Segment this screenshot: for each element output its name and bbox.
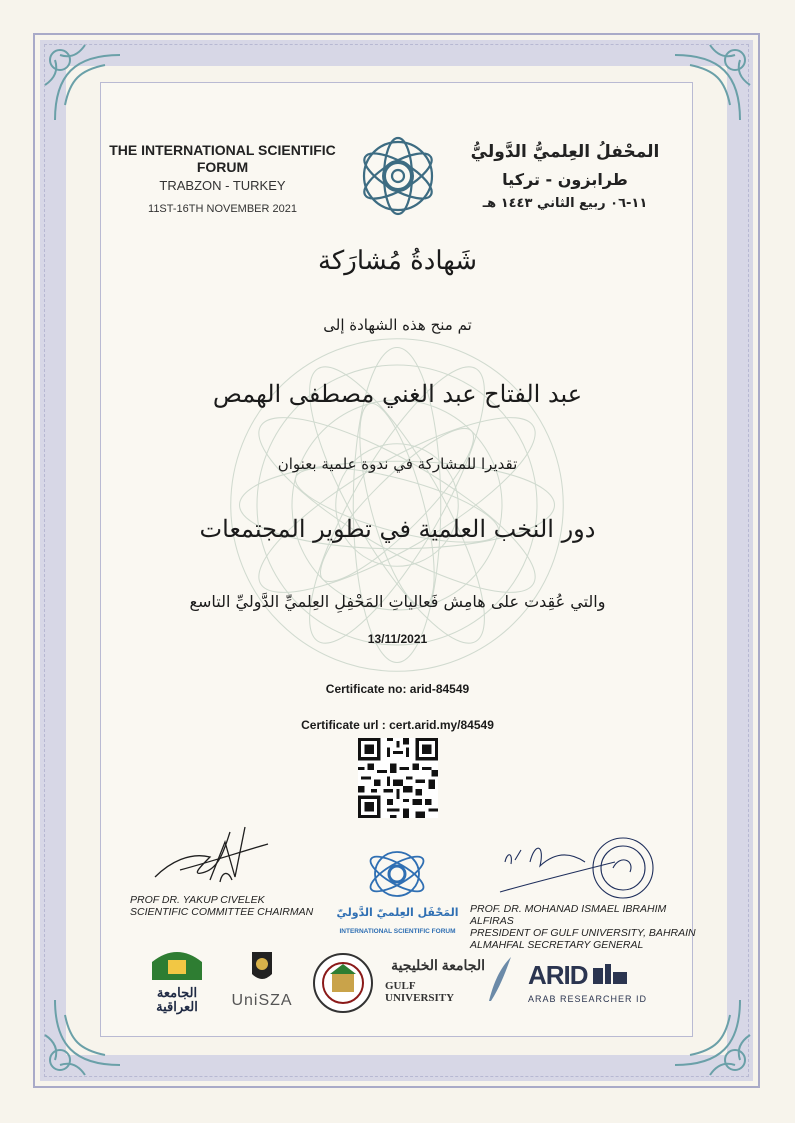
certificate-url[interactable]: Certificate url : cert.arid.my/84549: [301, 718, 494, 732]
held-at-text: والتي عُقِدت على هامِش فَعالياتِ المَحْفِلِ العِلميِّ الدَّوليِّ التاسع: [189, 592, 606, 611]
left-signatory-name: PROF DR. YAKUP CIVELEK: [130, 894, 265, 906]
left-signatory-role: SCIENTIFIC COMMITTEE CHAIRMAN: [130, 906, 314, 918]
certificate-number: Certificate no: arid-84549: [325, 682, 470, 696]
seminar-topic: دور النخب العلمية في تطوير المجتمعات: [199, 515, 596, 543]
forum-emblem-icon: [358, 130, 438, 222]
gulf-name-ar: الجامعة الخليجية: [391, 956, 485, 973]
header-en-title: THE INTERNATIONAL SCIENTIFIC FORUM: [109, 142, 336, 175]
right-signatory: [470, 903, 710, 951]
unisza-name: UniSZA: [231, 992, 293, 1009]
header-en-location: TRABZON - TURKEY: [159, 178, 286, 193]
right-signatory-role-1: PRESIDENT OF GULF UNIVERSITY, BAHRAIN: [470, 927, 696, 939]
gulf-quill-icon: [485, 955, 513, 1005]
unisza-crest-icon: [222, 948, 302, 988]
iraqia-name-1: الجامعة: [156, 985, 198, 1000]
forum-logo-icon: [362, 844, 432, 904]
appreciation-text: تقديرا للمشاركة في ندوة علمية بعنوان: [277, 455, 518, 473]
gulf-university-logo: [385, 955, 515, 1010]
header-ar-date: ١١-٠٦ ربيع الثاني ١٤٤٣ هـ: [482, 196, 648, 211]
right-signatory-role-2: ALMAHFAL SECRETARY GENERAL: [470, 939, 644, 951]
corner-ornament-bottom-right-icon: [660, 985, 760, 1085]
iraqia-emblem-icon: [146, 948, 208, 982]
left-signature-icon: [150, 822, 270, 890]
header-ar-location: طرابزون - تركيا: [502, 170, 628, 189]
forum-logo-en: INTERNATIONAL SCIENTIFIC FORUM: [339, 928, 456, 935]
arid-ar-mark-icon: [591, 962, 631, 988]
arid-mark: ARID: [528, 959, 588, 990]
arid-name-en: ARAB RESEARCHER ID: [528, 994, 648, 1004]
qr-code-icon[interactable]: [358, 738, 438, 818]
corner-ornament-bottom-left-icon: [35, 985, 135, 1085]
iraqia-university-logo: [146, 948, 208, 1016]
certificate-date: 13/11/2021: [367, 632, 428, 646]
recipient-name: عبد الفتاح عبد الغني مصطفى الهمص: [212, 380, 583, 408]
arid-logo: [528, 960, 653, 1010]
forum-logo-ar: المَحْفَل العِلميّ الدَّوليّ: [336, 906, 459, 919]
corner-ornament-top-left-icon: [35, 35, 135, 135]
awarded-to-text: تم منح هذه الشهادة إلى: [323, 316, 472, 334]
right-signatory-name: PROF. DR. MOHANAD ISMAEL IBRAHIM ALFIRAS: [470, 903, 667, 927]
header-en-date: 11ST-16TH NOVEMBER 2021: [148, 203, 297, 215]
certificate-title: شَهادةُ مُشارَكة: [317, 246, 478, 276]
university-seal-icon: [312, 950, 374, 1016]
right-signature-and-seal-icon: [495, 832, 660, 904]
gulf-name-en: GULF UNIVERSITY: [385, 979, 455, 1004]
header-ar-title: المحْفلُ العِلميُّ الدَّوليُّ: [470, 142, 660, 162]
unisza-logo: [222, 948, 302, 1010]
corner-ornament-top-right-icon: [660, 35, 760, 135]
iraqia-name-2: العراقية: [156, 999, 198, 1014]
